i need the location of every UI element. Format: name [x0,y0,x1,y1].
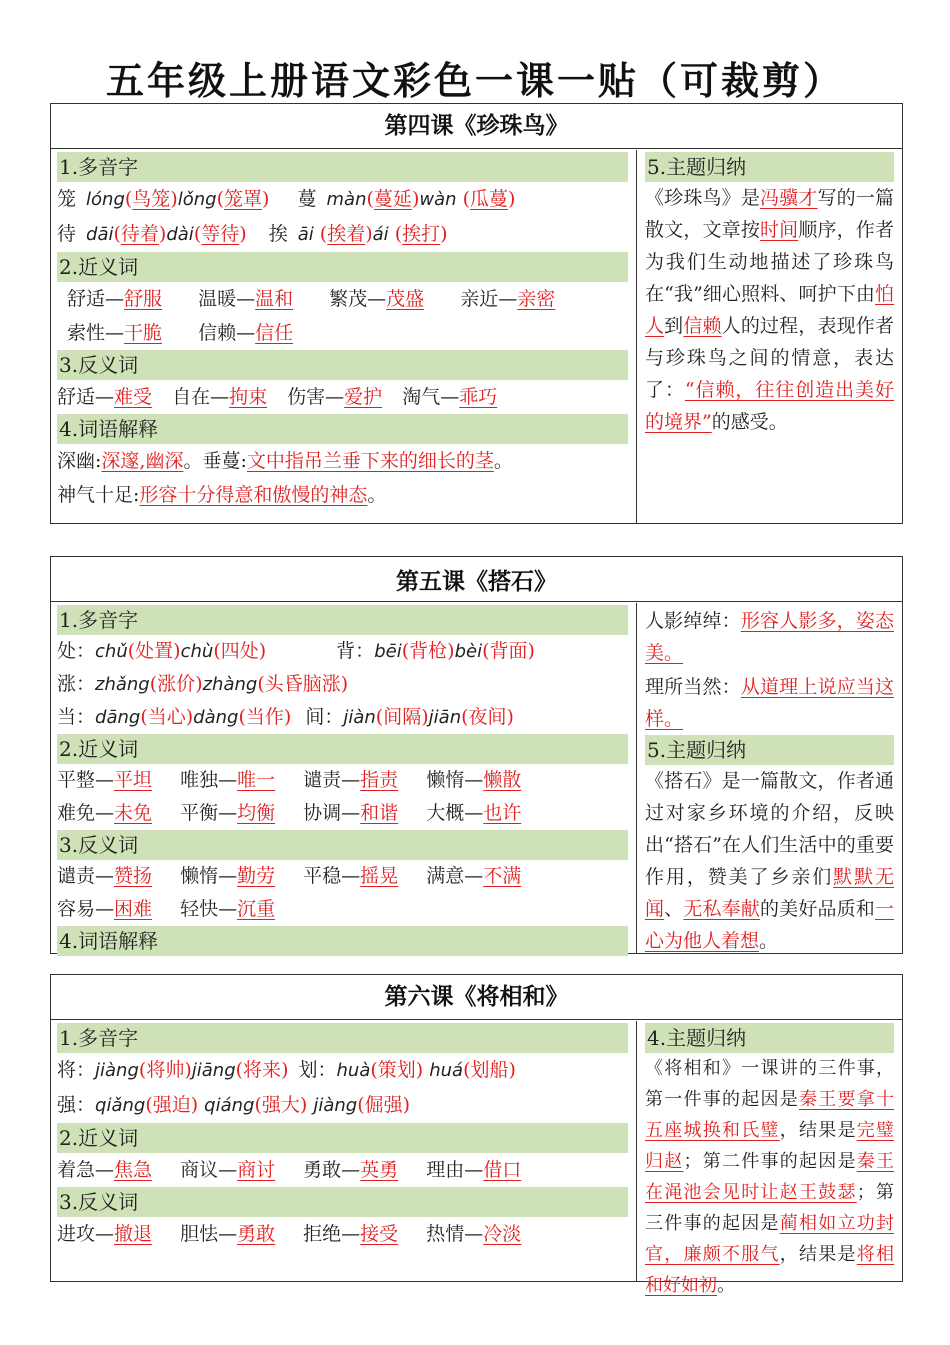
text: 当心 [147,706,186,728]
answer-text: 完璧归赵 [645,1120,894,1172]
punctuation: ( [216,188,225,210]
text: dāng [95,707,141,728]
text: zhàng [202,674,258,695]
answer-text: 未免 [114,802,153,824]
answer-word: 爱护 [344,386,383,408]
answer-text: 默默无闻 [645,866,894,920]
text: 勇敢— [303,1159,361,1181]
text: 平稳— [303,865,361,887]
text: 处： [57,640,96,662]
answer-word: 待着 [120,223,159,245]
word: 信赖— [198,322,256,344]
punctuation: ( [145,1094,153,1116]
text: 着急— [57,1159,115,1181]
punctuation: ( [375,706,384,728]
punctuation: ( [238,706,246,728]
char: 蔓 [297,188,317,210]
text: 的美好品质和 [760,898,875,920]
text: 唯独— [180,769,238,791]
page-title: 五年级上册语文彩色一课一贴（可裁剪） [105,59,844,103]
text: zhǎng [95,674,150,695]
polyphonic-row [57,1053,628,1088]
punctuation: ( [401,640,410,662]
word: 繁茂— [329,288,387,310]
answer-word: 挨打 [402,223,441,245]
answer-text: 蔺相如立功封官，廉颇不服气 [645,1213,894,1265]
answer-text: 均衡 [237,802,276,824]
text: dàng [193,707,239,728]
answer-text: 勇敢 [237,1223,276,1245]
word: 温暖— [198,288,256,310]
lesson6-card [50,974,903,1296]
text: 倔强 [364,1094,403,1116]
lesson5-left-column [51,603,636,953]
answer-text: 和谐 [360,802,399,824]
text: 谴责— [303,769,361,791]
punctuation: ( [370,1059,378,1081]
punctuation: ( [127,640,136,662]
text: 的感受。 [711,411,788,433]
lesson5-right-column [636,603,902,953]
char: 待 [57,223,77,245]
answer-text: 秦王要拿十五座城换和氏璧 [645,1089,894,1141]
punctuation: ( [149,673,158,695]
definition: 形容十分得意和傲慢的神态 [139,484,368,506]
answer-text: 从道理上说应当这样。 [645,676,894,730]
answer-text: 信赖 [683,315,722,337]
answer-text: 不满 [483,865,522,887]
text: 间隔 [383,706,422,728]
text: 人的过程，表现作者与珍珠鸟之间的情意，表达了： [645,315,894,401]
section-polyphonic: 1.多音字 [57,1023,628,1053]
punctuation: ( [313,223,328,245]
answer-text: “信赖，往往创造出美好的境界” [645,379,894,433]
pinyin: dāi [86,224,114,245]
section-polyphonic: 1.多音字 [57,605,628,635]
pinyin: wàn [419,189,457,210]
synonym-row [57,1153,628,1187]
text: 将来 [243,1059,282,1081]
punctuation: ) [415,1059,424,1081]
punctuation: ( [482,640,490,662]
definition-row [57,444,628,478]
definition-item [645,605,894,669]
answer-text: 冷淡 [483,1223,522,1245]
char: 挨 [268,223,288,245]
text: 涨价 [157,673,196,695]
text: jiān [428,707,462,728]
punctuation: ( [124,188,133,210]
text: 。 [759,930,779,952]
definition-item [645,671,894,735]
section-theme: 4.主题归纳 [645,1023,894,1053]
answer-text: 唯一 [237,769,276,791]
text: 《搭石》是一篇散文，作者通过对家乡环境的介绍，反映出“搭石”在人们生活中的重要作用，赞美了乡亲们 [645,770,894,888]
text: 处置 [135,640,174,662]
answer-text: 怕人 [645,283,894,337]
text: 到 [664,315,684,337]
lesson4-right-column [636,150,902,523]
pinyin: āi [297,224,314,245]
punctuation: ) [158,223,167,245]
synonym-row [57,797,628,830]
text: bēi [374,641,402,662]
text: 平整— [57,769,115,791]
answer-word: 信任 [255,322,294,344]
lesson4-title: 第四课《珍珠鸟》 [51,104,902,149]
punctuation: ) [258,640,267,662]
antonym-row [57,380,628,414]
text: ；第三件事的起因是 [645,1182,894,1234]
punctuation: ( [366,188,374,210]
text: 胆怯— [180,1223,238,1245]
text: qiáng [204,1095,255,1116]
punctuation: ) [299,1094,308,1116]
synonym-row [57,282,628,316]
text: chù [180,641,214,662]
text: qiǎng [95,1095,146,1116]
answer-text: 接受 [360,1223,399,1245]
punctuation: ) [402,1094,411,1116]
answer-word: 温和 [255,288,294,310]
answer-word: 鸟笼 [132,188,171,210]
punctuation: 。 [183,450,203,472]
punctuation: 。 [367,484,387,506]
text: 懒惰— [426,769,484,791]
definition-row [57,478,628,512]
text: 《将相和》一课讲的三件事，第一件事的起因是 [645,1058,894,1110]
punctuation: ( [235,1059,244,1081]
text: 热情— [426,1223,484,1245]
section-synonyms: 2.近义词 [57,1123,628,1153]
lesson4-card [50,103,903,524]
lesson6-right-column [636,1021,902,1296]
punctuation: ) [184,1059,192,1081]
polyphonic-row [57,1088,628,1123]
text: 难免— [57,802,115,824]
text: 头昏脑涨 [264,673,341,695]
pinyin: dài [166,224,194,245]
punctuation: ) [411,188,420,210]
text: 满意— [426,865,484,887]
answer-word: 干脆 [124,322,163,344]
answer-text: 时间 [759,219,799,241]
synonym-row [57,764,628,797]
answer-word: 乖巧 [459,386,498,408]
answer-word: 挨着 [327,223,366,245]
text: 轻快— [180,898,238,920]
answer-text: 无私奉献 [683,898,760,920]
punctuation: ) [447,640,455,662]
text: 背面 [489,640,528,662]
lesson6-title: 第六课《将相和》 [51,975,902,1020]
punctuation: ( [463,1059,471,1081]
text: 划： [298,1059,337,1081]
theme-text [645,765,894,957]
punctuation: ) [262,188,270,210]
punctuation: ) [365,223,373,245]
lesson6-left-column [51,1021,636,1281]
text: 理由— [426,1159,484,1181]
punctuation: ) [195,673,203,695]
answer-text: 借口 [483,1159,522,1181]
text: 强大 [261,1094,300,1116]
text: 懒惰— [180,865,238,887]
punctuation: ) [508,188,516,210]
lesson4-left-column [51,150,636,523]
word: 淘气— [402,386,460,408]
text: 策划 [377,1059,416,1081]
section-theme: 5.主题归纳 [645,152,894,182]
punctuation: ( [257,673,265,695]
text: jiàng [313,1095,358,1116]
punctuation: ) [173,640,181,662]
section-definitions: 4.词语解释 [57,414,628,444]
text: 划船 [470,1059,509,1081]
lesson5-card [50,556,903,954]
text: 大概— [426,802,484,824]
theme-text [645,1053,894,1301]
text: 当作 [245,706,284,728]
punctuation: ( [357,1094,365,1116]
word: 亲近— [460,288,518,310]
text: ；第二件事的起因是 [683,1151,857,1172]
pinyin: lóng [86,189,125,210]
text: 协调— [303,802,361,824]
antonym-row [57,860,628,893]
punctuation: ( [254,1094,262,1116]
section-polyphonic: 1.多音字 [57,152,628,182]
text: 强： [57,1094,96,1116]
punctuation: ) [506,706,514,728]
text: huá [429,1060,464,1081]
section-antonyms: 3.反义词 [57,830,628,860]
answer-word: 瓜蔓 [469,188,508,210]
punctuation: ) [440,223,448,245]
text: jiāng [191,1060,236,1081]
text: jiàn [343,707,376,728]
answer-text: 商讨 [237,1159,276,1181]
text: chǔ [95,641,128,662]
answer-text: 形容人影多，姿态美。 [645,610,894,664]
punctuation: ) [185,706,194,728]
text: bèi [454,641,483,662]
punctuation: ) [340,673,349,695]
polyphonic-row [57,668,628,701]
answer-text: 撤退 [114,1223,153,1245]
answer-word: 蔓延 [373,188,412,210]
answer-text: 焦急 [114,1159,153,1181]
text: 进攻— [57,1223,115,1245]
polyphonic-row [57,635,628,668]
polyphonic-row [57,701,628,734]
polyphonic-row [57,182,628,217]
text: 、 [664,898,684,920]
answer-text: 懒散 [483,769,522,791]
answer-text: 平坦 [114,769,153,791]
answer-text: 勤劳 [237,865,276,887]
answer-text: 也许 [483,802,522,824]
answer-word: 等待 [201,223,240,245]
punctuation: ) [283,706,292,728]
section-synonyms: 2.近义词 [57,734,628,764]
term: 深幽: [57,450,102,472]
word: 舒适— [67,288,125,310]
char: 笼 [57,188,77,210]
answer-text: 英勇 [360,1159,399,1181]
text: 将帅 [146,1059,185,1081]
punctuation: ( [213,640,221,662]
answer-text: 困难 [114,898,153,920]
punctuation: ( [140,706,148,728]
answer-text: 指责 [360,769,399,791]
section-definitions: 4.词语解释 [57,926,628,956]
answer-text: 摇晃 [360,865,399,887]
punctuation: 。 [493,450,513,472]
punctuation: ) [421,706,429,728]
answer-text: 冯骥才 [759,187,818,209]
pinyin: màn [326,189,367,210]
text: 理所当然： [645,676,741,698]
text: 写的一篇散文，文章按 [645,187,894,241]
punctuation: ( [461,706,469,728]
punctuation: ) [190,1094,199,1116]
text: 《珍珠鸟》是 [645,187,760,209]
word: 索性— [67,322,125,344]
text: 商议— [180,1159,238,1181]
text: 将： [57,1059,96,1081]
definition: 深邃,幽深 [101,450,184,472]
text: 容易— [57,898,115,920]
section-synonyms: 2.近义词 [57,252,628,282]
pinyin: lǒng [177,189,217,210]
word: 伤害— [287,386,345,408]
answer-word: 拘束 [229,386,268,408]
text: 背枪 [409,640,448,662]
section-antonyms: 3.反义词 [57,350,628,380]
punctuation: ) [281,1059,289,1081]
punctuation: ) [508,1059,516,1081]
text: 四处 [220,640,259,662]
text: 当： [57,706,96,728]
definition: 文中指吊兰垂下来的细长的茎 [246,450,494,472]
answer-text: 秦王在渑池会见时让赵王鼓瑟 [645,1151,894,1203]
term: 神气十足: [57,484,140,506]
lesson5-title: 第五课《搭石》 [51,557,902,602]
answer-word: 舒服 [124,288,163,310]
punctuation: ( [193,223,202,245]
text: jiàng [95,1060,139,1081]
text: huà [336,1060,371,1081]
punctuation: ( [113,223,121,245]
word: 舒适— [57,386,115,408]
theme-text [645,182,894,438]
punctuation: ( [138,1059,147,1081]
text: 间： [305,706,344,728]
answer-text: 一心为他人着想 [645,898,894,952]
text: 。 [717,1275,735,1296]
answer-text: 沉重 [237,898,276,920]
answer-word: 难受 [114,386,153,408]
text: ，结果是 [779,1120,857,1141]
punctuation: ( [388,223,403,245]
section-antonyms: 3.反义词 [57,1187,628,1217]
answer-word: 笼罩 [224,188,263,210]
term: 垂蔓: [202,450,247,472]
section-theme: 5.主题归纳 [645,735,894,765]
antonym-row [57,893,628,926]
punctuation: ( [456,188,470,210]
text: 谴责— [57,865,115,887]
punctuation: ) [527,640,535,662]
punctuation: ) [239,223,247,245]
text: 人影绰绰： [645,610,741,632]
polyphonic-row [57,217,628,252]
answer-text: 将相和好如初 [645,1244,894,1296]
word: 自在— [172,386,230,408]
answer-word: 亲密 [517,288,556,310]
pinyin: ái [372,224,389,245]
text: 拒绝— [303,1223,361,1245]
text: 顺序，作者为我们生动地描述了珍珠鸟在“我”细心照料、呵护下由 [645,219,894,305]
synonym-row [57,316,628,350]
text: 涨： [57,673,96,695]
text: 背： [336,640,375,662]
answer-text: 赞扬 [114,865,153,887]
text: 夜间 [468,706,507,728]
antonym-row [57,1217,628,1251]
text: 平衡— [180,802,238,824]
text: 强迫 [152,1094,191,1116]
punctuation: ) [170,188,178,210]
text: ，结果是 [779,1244,857,1265]
answer-word: 茂盛 [386,288,425,310]
